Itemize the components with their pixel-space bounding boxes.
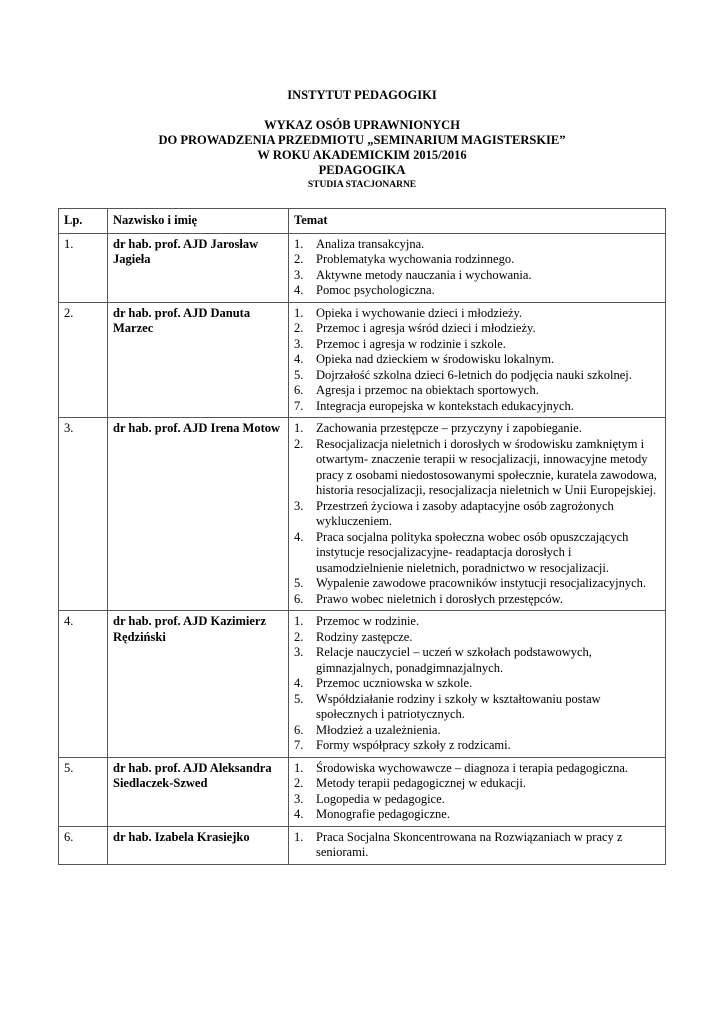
topic-item bbox=[294, 383, 660, 399]
topic-number: 3. bbox=[294, 498, 304, 513]
topic-item bbox=[294, 576, 660, 592]
row-number: 1. bbox=[59, 233, 108, 302]
topic-item bbox=[294, 368, 660, 384]
topic-item bbox=[294, 676, 660, 692]
topic-number: 1. bbox=[294, 760, 304, 775]
topic-text: Logopedia w pedagogice. bbox=[316, 791, 445, 806]
title-line: DO PROWADZENIA PRZEDMIOTU „SEMINARIUM MAGISTERSKIE” bbox=[158, 133, 566, 147]
topic-number: 4. bbox=[294, 529, 304, 544]
supervisor-name: dr hab. prof. AJD Jarosław Jagieła bbox=[108, 233, 289, 302]
topic-text: Rodziny zastępcze. bbox=[316, 629, 413, 644]
topic-cell bbox=[289, 757, 666, 826]
topic-number: 4. bbox=[294, 676, 304, 690]
topic-item bbox=[294, 761, 660, 777]
topic-item bbox=[294, 723, 660, 739]
topic-number: 2. bbox=[294, 252, 304, 266]
topic-number: 5. bbox=[294, 576, 304, 590]
topic-text: Aktywne metody nauczania i wychowania. bbox=[316, 267, 532, 282]
topic-text: Opieka i wychowanie dzieci i młodzieży. bbox=[316, 305, 523, 320]
table-row bbox=[59, 826, 666, 864]
topic-text: Formy współpracy szkoły z rodzicami. bbox=[316, 738, 511, 752]
supervisor-name: dr hab. prof. AJD Aleksandra Siedlaczek-Szwed bbox=[108, 757, 289, 826]
row-number: 4. bbox=[59, 611, 108, 758]
title-line: W ROKU AKADEMICKIM 2015/2016 bbox=[257, 148, 467, 162]
topic-item bbox=[294, 692, 660, 723]
supervisor-name: dr hab. Izabela Krasiejko bbox=[108, 826, 289, 864]
topic-item bbox=[294, 738, 660, 754]
topic-text: Relacje nauczyciel – uczeń w szkołach podstawowych, gimnazjalnych, ponadgimnazjalnych. bbox=[316, 645, 592, 675]
topic-item bbox=[294, 614, 660, 630]
topic-item bbox=[294, 399, 660, 415]
table-row bbox=[59, 418, 666, 611]
title-line: PEDAGOGIKA bbox=[318, 163, 406, 177]
topic-cell bbox=[289, 826, 666, 864]
topic-number: 1. bbox=[294, 236, 304, 251]
topic-text: Środowiska wychowawcze – diagnoza i terapia pedagogiczna. bbox=[316, 760, 629, 775]
supervisor-name: dr hab. prof. AJD Danuta Marzec bbox=[108, 302, 289, 418]
header-lp: Lp. bbox=[59, 209, 108, 234]
topic-item bbox=[294, 792, 660, 808]
supervisor-name: dr hab. prof. AJD Irena Motow bbox=[108, 418, 289, 611]
document-title bbox=[0, 118, 724, 178]
topic-item bbox=[294, 337, 660, 353]
topic-text: Problematyka wychowania rodzinnego. bbox=[316, 252, 515, 266]
topic-item bbox=[294, 499, 660, 530]
topic-item bbox=[294, 283, 660, 299]
table-row bbox=[59, 611, 666, 758]
title-line: WYKAZ OSÓB UPRAWNIONYCH bbox=[264, 118, 460, 132]
topic-item bbox=[294, 592, 660, 608]
seminar-table bbox=[58, 208, 666, 865]
topic-number: 2. bbox=[294, 776, 304, 790]
topic-text: Przemoc i agresja wśród dzieci i młodzieży. bbox=[316, 321, 536, 335]
institute-title: INSTYTUT PEDAGOGIKI bbox=[287, 88, 437, 102]
topic-item bbox=[294, 807, 660, 823]
topic-number: 3. bbox=[294, 791, 304, 806]
topic-list bbox=[294, 306, 660, 415]
topic-text: Praca Socjalna Skoncentrowana na Rozwiązaniach w pracy z seniorami. bbox=[316, 829, 623, 859]
table-row bbox=[59, 302, 666, 418]
topic-text: Monografie pedagogiczne. bbox=[316, 807, 450, 821]
topic-text: Resocjalizacja nieletnich i dorosłych w środowisku zamkniętym i otwartym- znaczenie terapii w resocjalizacji, innowacyjne metody pracy z osobami niedostosowanymi społecznie, kuratela zawodowa, historia resocjalizacji, resocjalizacja nieletnich w Unii Europejskiej. bbox=[316, 436, 657, 497]
supervisor-name: dr hab. prof. AJD Kazimierz Rędziński bbox=[108, 611, 289, 758]
topic-text: Dojrzałość szkolna dzieci 6-letnich do podjęcia nauki szkolnej. bbox=[316, 367, 632, 382]
topic-item bbox=[294, 645, 660, 676]
topic-item bbox=[294, 830, 660, 861]
topic-item bbox=[294, 421, 660, 437]
topic-number: 2. bbox=[294, 321, 304, 335]
topic-number: 6. bbox=[294, 591, 304, 606]
topic-text: Praca socjalna polityka społeczna wobec osób opuszczających instytucje resocjalizacyjne- readaptacja dorosłych i usamodzielnienie nieletnich, poradnictwo w resocjalizacji. bbox=[316, 529, 629, 575]
topic-text: Metody terapii pedagogicznej w edukacji. bbox=[316, 776, 526, 790]
topic-number: 5. bbox=[294, 691, 304, 706]
topic-cell bbox=[289, 302, 666, 418]
topic-number: 3. bbox=[294, 645, 304, 659]
topic-item bbox=[294, 776, 660, 792]
topic-text: Prawo wobec nieletnich i dorosłych przestępców. bbox=[316, 591, 564, 606]
topic-number: 2. bbox=[294, 629, 304, 644]
topic-text: Pomoc psychologiczna. bbox=[316, 283, 435, 297]
topic-number: 6. bbox=[294, 722, 304, 737]
topic-text: Przemoc uczniowska w szkole. bbox=[316, 676, 473, 690]
topic-number: 1. bbox=[294, 421, 304, 435]
topic-number: 4. bbox=[294, 283, 304, 297]
topic-item bbox=[294, 237, 660, 253]
header-topic: Temat bbox=[289, 209, 666, 234]
table-row bbox=[59, 757, 666, 826]
topic-item bbox=[294, 321, 660, 337]
topic-text: Przemoc i agresja w rodzinie i szkole. bbox=[316, 336, 506, 351]
study-mode: STUDIA STACJONARNE bbox=[307, 180, 417, 190]
topic-number: 2. bbox=[294, 436, 304, 451]
topic-list bbox=[294, 421, 660, 607]
topic-number: 1. bbox=[294, 614, 304, 628]
topic-list bbox=[294, 761, 660, 823]
row-number: 3. bbox=[59, 418, 108, 611]
topic-number: 7. bbox=[294, 398, 304, 413]
topic-number: 5. bbox=[294, 367, 304, 382]
topic-item bbox=[294, 630, 660, 646]
topic-cell bbox=[289, 233, 666, 302]
table-body bbox=[59, 233, 666, 864]
topic-number: 4. bbox=[294, 807, 304, 821]
row-number: 5. bbox=[59, 757, 108, 826]
topic-item bbox=[294, 252, 660, 268]
topic-item bbox=[294, 530, 660, 577]
topic-list bbox=[294, 237, 660, 299]
topic-text: Młodzież a uzależnienia. bbox=[316, 722, 441, 737]
topic-text: Współdziałanie rodziny i szkoły w kształtowaniu postaw społecznych i patriotycznych. bbox=[316, 691, 601, 721]
topic-number: 6. bbox=[294, 383, 304, 397]
topic-item bbox=[294, 306, 660, 322]
topic-list bbox=[294, 614, 660, 754]
topic-item bbox=[294, 437, 660, 499]
topic-item bbox=[294, 268, 660, 284]
topic-text: Agresja i przemoc na obiektach sportowych. bbox=[316, 383, 539, 397]
topic-list bbox=[294, 830, 660, 861]
topic-number: 3. bbox=[294, 267, 304, 282]
topic-text: Przemoc w rodzinie. bbox=[316, 614, 420, 628]
topic-number: 1. bbox=[294, 305, 304, 320]
topic-text: Zachowania przestępcze – przyczyny i zapobieganie. bbox=[316, 421, 582, 435]
topic-number: 1. bbox=[294, 829, 304, 844]
topic-item bbox=[294, 352, 660, 368]
table-header-row bbox=[59, 209, 666, 234]
topic-text: Analiza transakcyjna. bbox=[316, 236, 425, 251]
row-number: 2. bbox=[59, 302, 108, 418]
topic-text: Przestrzeń życiowa i zasoby adaptacyjne osób zagrożonych wykluczeniem. bbox=[316, 498, 614, 528]
topic-cell bbox=[289, 418, 666, 611]
topic-number: 3. bbox=[294, 336, 304, 351]
topic-text: Opieka nad dzieckiem w środowisku lokalnym. bbox=[316, 352, 555, 366]
header-name: Nazwisko i imię bbox=[108, 209, 289, 234]
topic-number: 4. bbox=[294, 352, 304, 366]
topic-number: 7. bbox=[294, 738, 304, 752]
table-row bbox=[59, 233, 666, 302]
topic-cell bbox=[289, 611, 666, 758]
topic-text: Integracja europejska w kontekstach edukacyjnych. bbox=[316, 398, 574, 413]
row-number: 6. bbox=[59, 826, 108, 864]
topic-text: Wypalenie zawodowe pracowników instytucji resocjalizacyjnych. bbox=[316, 576, 647, 590]
